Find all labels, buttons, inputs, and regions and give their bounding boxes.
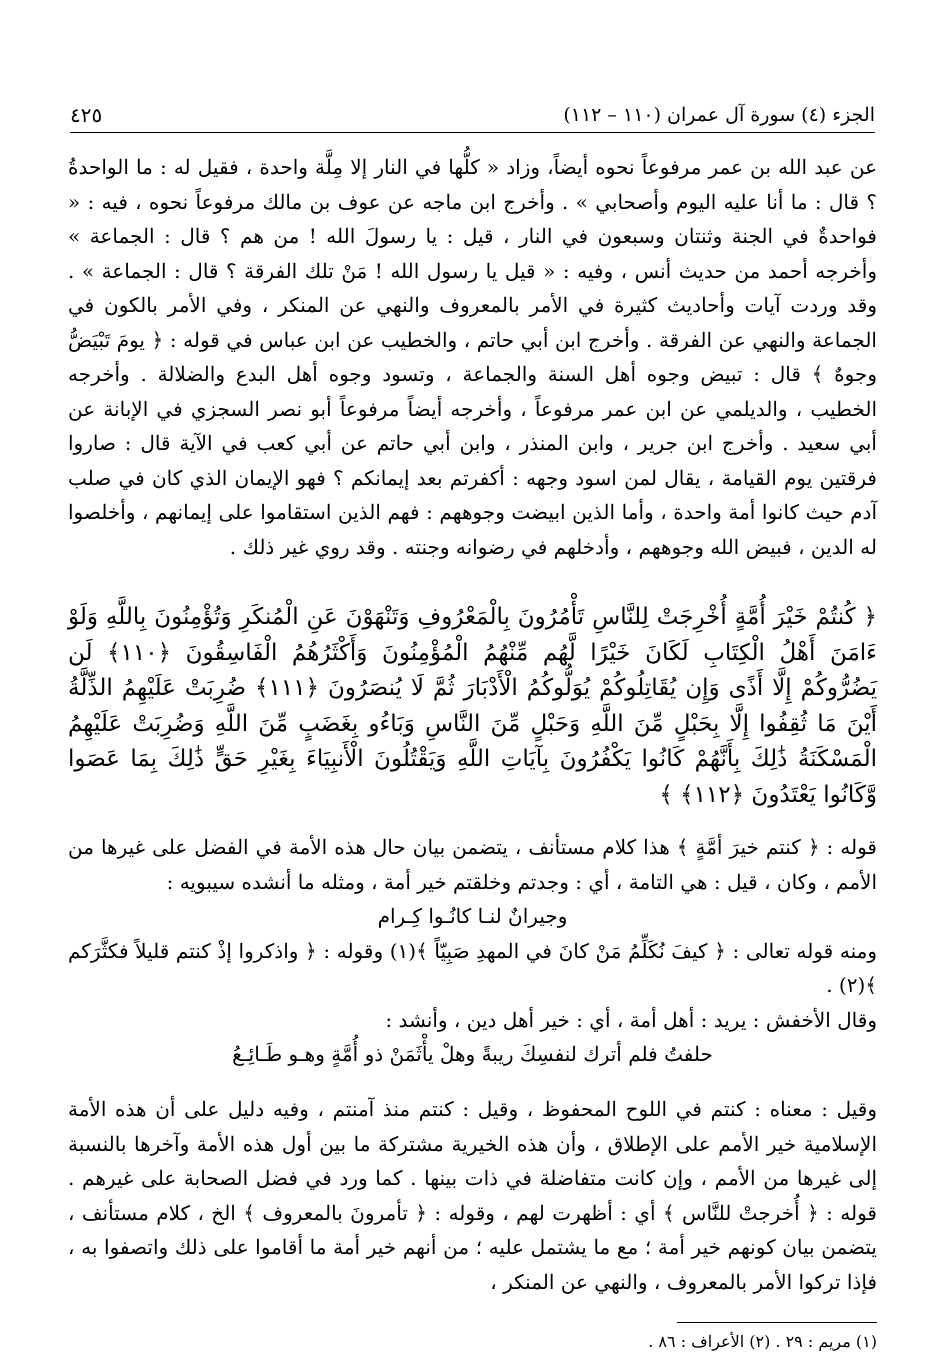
paragraph: ومنه قوله تعالى : ﴿ كيفَ نُكَلِّمُ مَنْ كانَ في المهدِ صَبِيّاً ﴾(١) وقوله : ﴿ واذكروا إذْ كنتم قليلاً فكثَّرَكم ﴾(٢) . xyxy=(68,938,877,997)
commentary-block xyxy=(68,830,877,1072)
quran-verses xyxy=(68,600,877,813)
paragraph: عن عبد الله بن عمر مرفوعاً نحوه أيضاً، وزاد « كلُّها في النار إلا مِلَّة واحدة ، فقيل له : ما الواحدةُ ؟ قال : ما أنا عليه اليوم وأصحابي » . وأخرج ابن ماجه عن عوف بن مالك مرفوعاً نحوه ، فيه : « فواحدةٌ في الجنة وثنتان وسبعون في النار ، قيل : يا رسولَ الله ! من هم ؟ قال : الجماعة » وأخرجه أحمد من حديث أنس ، وفيه : « قيل يا رسول الله ! مَنْ تلك الفرقة ؟ قال : الجماعة » . وقد وردت آيات وأحاديث كثيرة في الأمر بالمعروف والنهي عن المنكر ، وفي الأمر بالكون في الجماعة والنهي عن الفرقة . وأخرج ابن أبي حاتم ، والخطيب عن ابن عباس في قوله : ﴿ يومَ تَبْيَضُّ وجوهٌ ﴾ قال : تبيض وجوه أهل السنة والجماعة ، وتسود وجوه أهل البدع والضلالة . وأخرجه الخطيب ، والديلمي عن ابن عمر مرفوعاً ، وأخرجه أيضاً مرفوعاً أبو نصر السجزي في الإبانة عن أبي سعيد . وأخرج ابن جرير ، وابن المنذر ، وابن أبي حاتم عن أبي كعب في الآية قال : صاروا فرقتين يوم القيامة ، يقال لمن اسود وجهه : أكفرتم بعد إيمانكم ؟ فهو الإيمان الذي كان في صلب آدم حيث كانوا أمة واحدة ، وأما الذين ابيضت وجوههم : فهم الذين استقاموا على إيمانهم ، وأخلصوا له الدين ، فبيض الله وجوههم ، وأدخلهم في رضوانه وجنته . وقد روي غير ذلك . xyxy=(68,155,877,559)
poem-line: وجيرانٌ لنـا كانُـوا كِـرام xyxy=(377,904,568,928)
paragraph: قوله : ﴿ كنتم خيرَ أمَّةٍ ﴾ هذا كلام مستأنف ، يتضمن بيان حال هذه الأمة في الفضل على غيرها من الأمم ، وكان ، قيل : هي التامة ، أي : وجدتم وخلقتم خير أمة ، ومثله ما أنشده سيبويه : xyxy=(68,835,877,894)
body-text-block xyxy=(68,150,877,564)
footnote-divider xyxy=(677,1322,877,1323)
paragraph: وقيل : معناه : كنتم في اللوح المحفوظ ، وقيل : كنتم منذ آمنتم ، وفيه دليل على أن هذه الأمة الإسلامية خير الأمم على الإطلاق ، وأن هذه الخيرية مشتركة ما بين أول هذه الأمة وآخرها بالنسبة إلى غيرها من الأمم ، وإن كانت متفاضلة في ذات بينها . كما ورد في فضل الصحابة على غيرهم . قوله : ﴿ أُخرجتْ للنَّاس ﴾ أي : أظهرت لهم ، وقوله : ﴿ تأمرونَ بالمعروف ﴾ الخ ، كلام مستأنف ، يتضمن بيان كونهم خير أمة ؛ مع ما يشتمل عليه ؛ من أنهم خير أمة ما أقاموا على ذلك واتصفوا به ، فإذا تركوا الأمر بالمعروف ، والنهي عن المنكر ، xyxy=(68,1097,877,1294)
verse-text: ﴿ كُنتُمْ خَيْرَ أُمَّةٍ أُخْرِجَتْ لِلنَّاسِ تَأْمُرُونَ بِالْمَعْرُوفِ وَتَنْهَوْنَ عَنِ الْمُنكَرِ وَتُؤْمِنُونَ بِاللَّهِ وَلَوْ ءَامَنَ أَهْلُ الْكِتَابِ لَكَانَ خَيْرًا لَّهُم مِّنْهُمُ الْمُؤْمِنُونَ وَأَكْثَرُهُمُ الْفَاسِقُونَ ﴿١١٠﴾ لَن يَضُرُّوكُمْ إِلَّا أَذًى وَإِن يُقَاتِلُوكُمْ يُوَلُّوكُمُ الْأَدْبَارَ ثُمَّ لَا يُنصَرُونَ ﴿١١١﴾ ضُرِبَتْ عَلَيْهِمُ الذِّلَّةُ أَيْنَ مَا ثُقِفُوا إِلَّا بِحَبْلٍ مِّنَ اللَّهِ وَحَبْلٍ مِّنَ النَّاسِ وَبَاءُو بِغَضَبٍ مِّنَ اللَّهِ وَضُرِبَتْ عَلَيْهِمُ الْمَسْكَنَةُ ذَٰلِكَ بِأَنَّهُمْ كَانُوا يَكْفُرُونَ بِآيَاتِ اللَّهِ وَيَقْتُلُونَ الْأَنبِيَاءَ بِغَيْرِ حَقٍّ ذَٰلِكَ بِمَا عَصَوا وَّكَانُوا يَعْتَدُونَ ﴿١١٢﴾ ﴾ xyxy=(68,604,877,808)
header-title: الجزء (٤) سورة آل عمران (١١٠ – ١١٢) xyxy=(563,104,875,126)
paragraph: وقال الأخفش : يريد : أهل أمة ، أي : خير أهل دين ، وأنشد : xyxy=(385,1007,877,1032)
page-number: ٤٢٥ xyxy=(70,103,103,127)
poem-line: حلفتُ فلم أترك لنفسِكَ ريبةً وهلْ يأْثَمَنْ ذو أُمَّةٍ وهـو طَـائِـعُ xyxy=(232,1042,713,1066)
running-header xyxy=(70,98,875,133)
footnotes: (١) مريم : ٢٩ . (٢) الأعراف : ٨٦ . xyxy=(648,1332,877,1351)
commentary-block xyxy=(68,1092,877,1299)
